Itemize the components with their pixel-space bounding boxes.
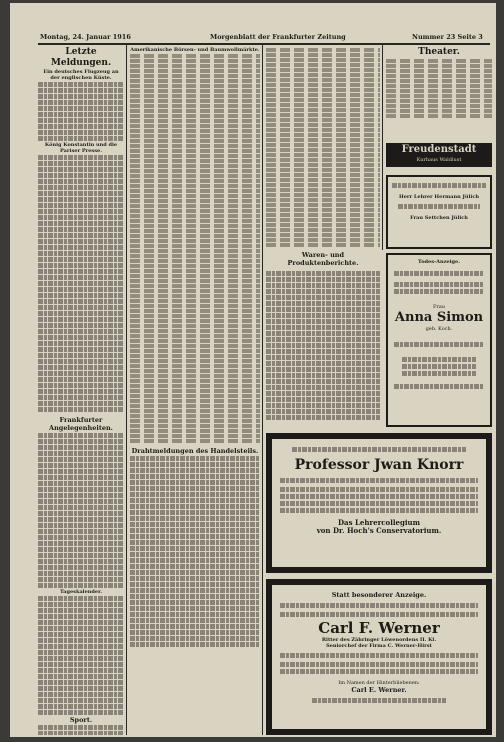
col1-title: Letzte Meldungen. (50, 47, 112, 68)
engaged-name-2: Frau Settchen Jülich (410, 215, 468, 221)
death1-name: Anna Simon (394, 310, 484, 325)
theater-title: Theater. (418, 47, 460, 57)
death1-title: Todes-Anzeige. (418, 259, 460, 265)
knorr-name: Professor Jwan Knorr (294, 457, 464, 473)
col1-sub2: König Konstantin und die Pariser Presse. (44, 142, 118, 154)
werner-title: Statt besonderer Anzeige. (331, 591, 427, 599)
column-rule (262, 45, 263, 735)
column-rule (382, 45, 383, 250)
werner-sub2: Seniorchef der Firma C. Werner-Hirst (326, 643, 432, 649)
newspaper-page (10, 3, 496, 737)
col1-sport: Sport. (69, 716, 93, 724)
col2-title2: Drahtmeldungen des Handelsteils. (131, 447, 259, 455)
header-date: Montag, 24. Januar 1916 (40, 33, 131, 41)
engagement-notice (386, 175, 492, 249)
col3-title: Waren- und Produktenberichte. (287, 251, 359, 267)
death-notice-simon (386, 253, 492, 427)
knorr-org2: von Dr. Hoch's Conservatorium. (316, 526, 442, 535)
obituary-knorr (266, 433, 492, 573)
header-issue: Nummer 23 Seite 3 (412, 33, 483, 41)
freudenstadt-ad (386, 143, 492, 167)
page-header (40, 33, 492, 42)
death1-geb: geb. Koch. (425, 326, 453, 332)
werner-fam2: Carl E. Werner. (351, 686, 407, 694)
werner-fam: Im Namen der Hinterbliebenen: (338, 680, 420, 686)
ad-banner-title: Freudenstadt (401, 144, 477, 155)
werner-sub: Ritter des Zähringer Löwenordens II. Kl. (321, 637, 437, 643)
column-3 (266, 47, 380, 432)
column-2 (130, 47, 260, 735)
header-rule (38, 43, 490, 45)
obituary-werner (266, 579, 492, 735)
col1-sub1: Ein deutsches Flugzeug an der englischen Küste. (43, 69, 119, 81)
col1-section: Frankfurter Angelegenheiten. (49, 416, 113, 432)
engaged-name-1: Herr Lehrer Hermann Jülich (399, 194, 479, 200)
header-paper: Morgenblatt der Frankfurter Zeitung (210, 33, 346, 41)
werner-name: Carl F. Werner (318, 619, 440, 637)
column-rule (126, 45, 127, 735)
theater-listing (386, 47, 492, 127)
column-1 (38, 47, 124, 735)
col1-sub3: Tageskalender. (60, 589, 102, 595)
knorr-org: Das Lehrercollegium (337, 518, 421, 527)
col2-title: Amerikanische Börsen- und Baumwollmärkte. (130, 47, 260, 53)
ad-banner-sub: Kurhaus Waldlust (416, 157, 462, 163)
death1-frau: Frau (432, 304, 446, 310)
